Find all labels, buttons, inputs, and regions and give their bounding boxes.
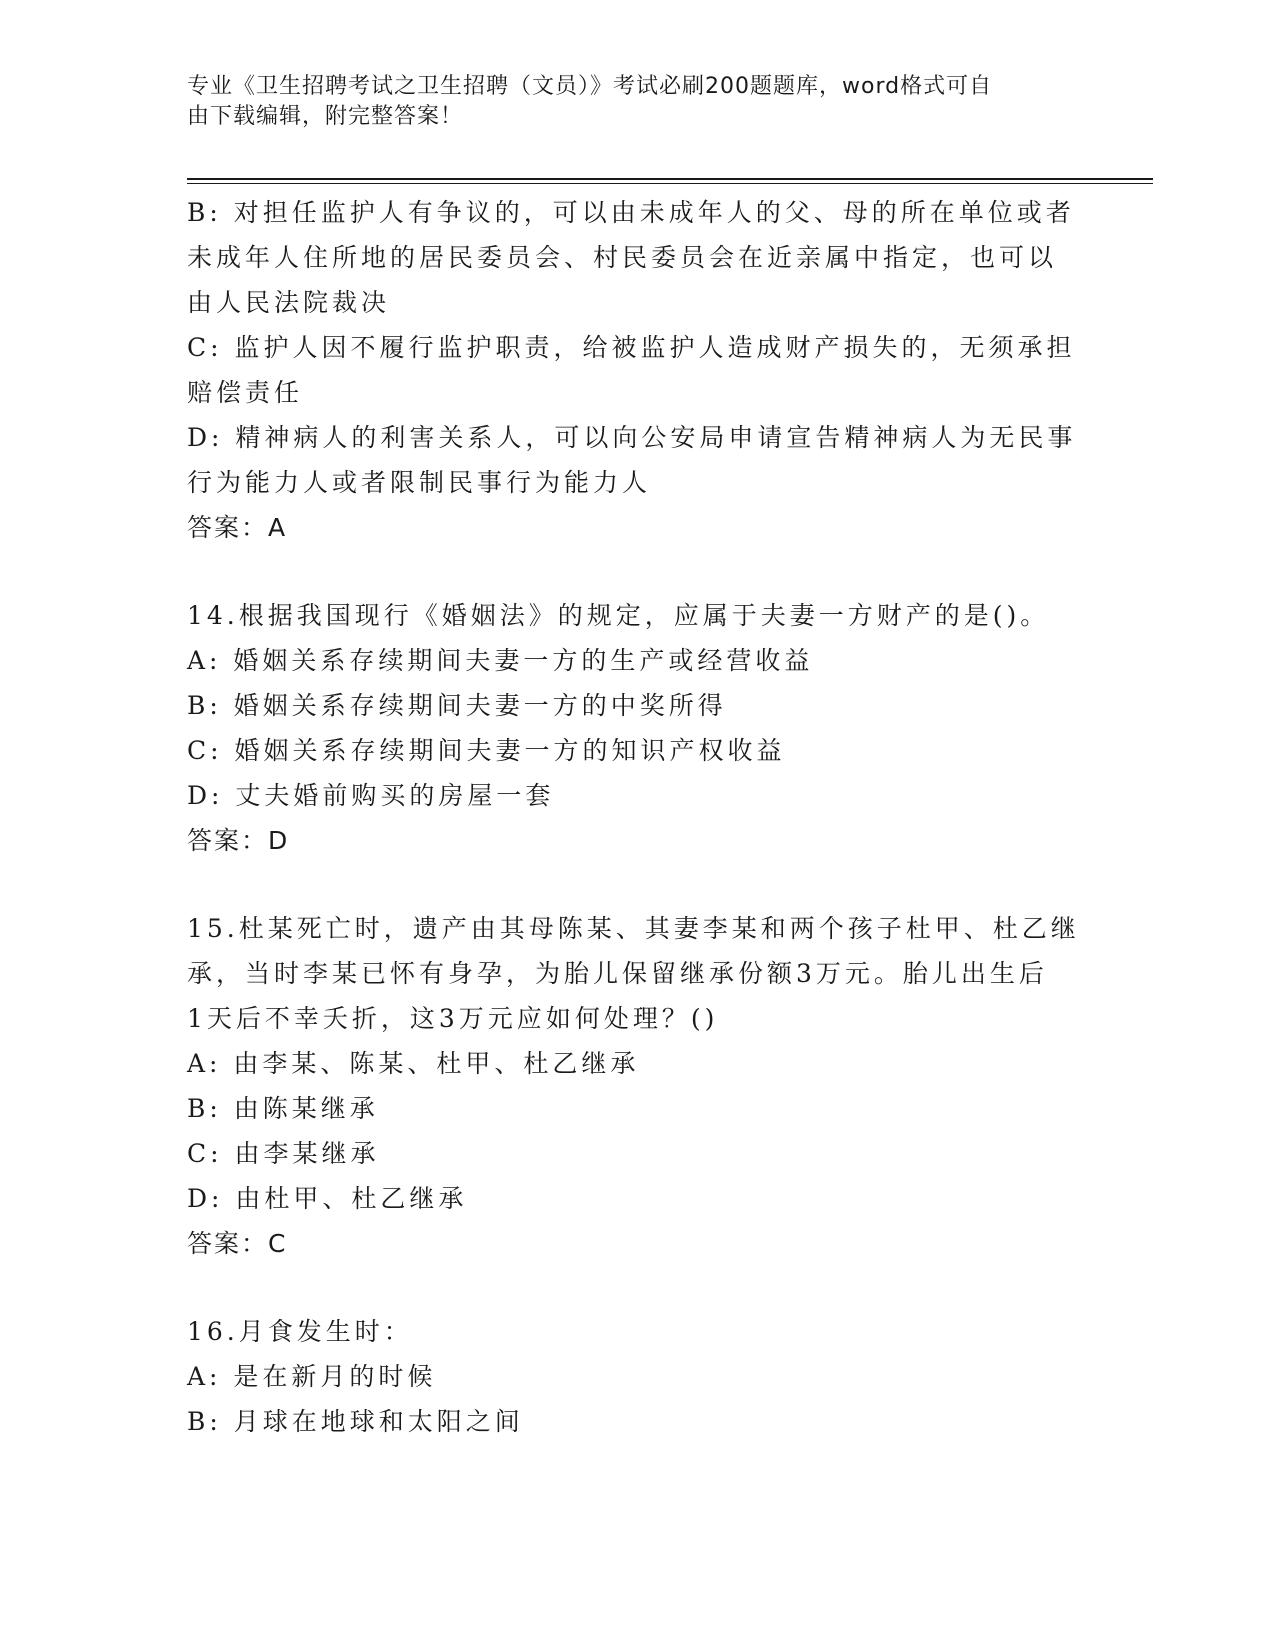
q13-option-d-line-2: 行为能力人或者限制民事行为能力人 <box>187 468 652 497</box>
q13-option-b-line-2: 未成年人住所地的居民委员会、村民委员会在近亲属中指定，也可以 <box>187 243 1058 272</box>
q14-option-c: C: 婚姻关系存续期间夫妻一方的知识产权收益 <box>187 736 786 765</box>
header-line-2: 由下载编辑，附完整答案！ <box>187 104 464 129</box>
spacer <box>187 551 1087 593</box>
q13-option-c-line-2: 赔偿责任 <box>187 378 304 407</box>
question-13-block <box>187 190 1087 551</box>
spacer <box>187 864 1087 906</box>
header-divider-thick <box>187 178 1153 180</box>
q13-option-b-line-3: 由人民法院裁决 <box>187 288 391 317</box>
q13-answer: 答案：A <box>187 513 288 542</box>
question-14-block <box>187 593 1087 864</box>
document-body <box>187 190 1087 1444</box>
q15-option-a: A: 由李某、陈某、杜甲、杜乙继承 <box>187 1049 640 1078</box>
q14-option-b: B: 婚姻关系存续期间夫妻一方的中奖所得 <box>187 691 727 720</box>
q13-option-d-line-1: D: 精神病人的利害关系人，可以向公安局申请宣告精神病人为无民事 <box>187 423 1077 452</box>
q15-option-b: B: 由陈某继承 <box>187 1094 379 1123</box>
q15-question-line-3: 1天后不幸夭折，这3万元应如何处理？() <box>187 1004 719 1033</box>
q14-question: 14.根据我国现行《婚姻法》的规定，应属于夫妻一方财产的是()。 <box>187 601 1050 630</box>
q15-answer: 答案：C <box>187 1229 288 1258</box>
q16-question: 16.月食发生时： <box>187 1317 413 1346</box>
header-line-1: 专业《卫生招聘考试之卫生招聘（文员）》考试必刷200题题库，word格式可自 <box>187 74 993 99</box>
q15-question-line-2: 承，当时李某已怀有身孕，为胎儿保留继承份额3万元。胎儿出生后 <box>187 959 1048 988</box>
q15-option-c: C: 由李某继承 <box>187 1139 380 1168</box>
q14-option-a: A: 婚姻关系存续期间夫妻一方的生产或经营收益 <box>187 646 814 675</box>
question-16-block <box>187 1309 1087 1444</box>
q16-option-b: B: 月球在地球和太阳之间 <box>187 1407 524 1436</box>
q13-option-c-line-1: C: 监护人因不履行监护职责，给被监护人造成财产损失的，无须承担 <box>187 333 1076 362</box>
q15-option-d: D: 由杜甲、杜乙继承 <box>187 1184 468 1213</box>
document-header <box>187 72 1067 132</box>
q16-option-a: A: 是在新月的时候 <box>187 1362 437 1391</box>
header-divider-thin <box>187 183 1153 184</box>
q14-answer: 答案：D <box>187 826 290 855</box>
q14-option-d: D: 丈夫婚前购买的房屋一套 <box>187 781 555 810</box>
q15-question-line-1: 15.杜某死亡时，遗产由其母陈某、其妻李某和两个孩子杜甲、杜乙继 <box>187 914 1080 943</box>
question-15-block <box>187 906 1087 1267</box>
spacer <box>187 1267 1087 1309</box>
q13-option-b-line-1: B: 对担任监护人有争议的，可以由未成年人的父、母的所在单位或者 <box>187 198 1075 227</box>
